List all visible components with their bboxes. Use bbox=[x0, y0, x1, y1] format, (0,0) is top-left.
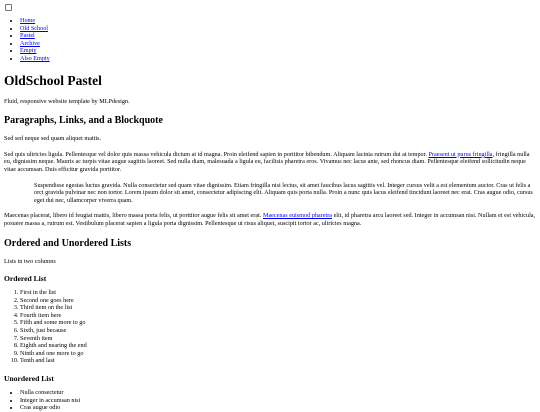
nav-item-home bbox=[20, 17, 536, 25]
site-title: OldSchool Pastel bbox=[4, 72, 102, 88]
after-paragraph-text-start: Maecenas placerat, libero id feugiat mattis, libero massa porta felis, ut porttitor augue felis sit amet erat. bbox=[4, 212, 263, 220]
nav-item-old-school bbox=[20, 25, 536, 33]
list-item: • Nulla consectetur bbox=[20, 389, 536, 397]
after-paragraph-text-end: elit, id pharetra arcu laoreet sed. Integer in accumsan nisi. Nullam et est vehicula, posuere massa a, rutrum est. Vestibulum placerat sapien a ligula porta dignissim. Pellentesque ut risus aliquet, suscipit tortor ac, ultricies magna. bbox=[4, 212, 536, 227]
nav-link-home[interactable]: Home bbox=[20, 17, 36, 24]
blockquote: Suspendisse egestas luctus gravida. Nulla consectetur sed quam vitae dignissim. Etiam fringilla nisi lectus, sit amet faucibus lacus sagittis vel. Integer cursus velit a est elementum auctor. Cras ut felis a orci gravida pulvinar nec non tortor. Lorem ipsum dolor sit amet, consectetur adipiscing elit. Aliquam quis porta nulla. Proin a nunc quis lacus eleifend tincidunt laoreet nec erat. Cras augue odio, cursus eget dui nec, ullamcorper viverra quam. bbox=[34, 181, 533, 204]
section-heading-lists: Ordered and Unordered Lists bbox=[4, 237, 132, 249]
nav-link-also-empty[interactable]: Also Empty bbox=[20, 54, 50, 62]
nav-item-pastel bbox=[20, 32, 536, 40]
site-tagline: Fluid, responsive website template by MLPdesign. bbox=[4, 97, 130, 105]
section-heading-paragraphs: Paragraphs, Links, and a Blockquote bbox=[4, 115, 163, 127]
list-item: 7. Seventh item bbox=[20, 335, 536, 343]
lists-intro: Lists in two columns bbox=[4, 257, 56, 265]
list-item: 9. Ninth and one more to go bbox=[20, 350, 536, 358]
inline-link-maecenas[interactable]: Maecenas euismod pharetra bbox=[262, 212, 333, 220]
list-item: • Cras augue odio bbox=[20, 404, 536, 412]
list-item: 4. Fourth item here bbox=[20, 312, 536, 320]
ordered-list bbox=[4, 289, 536, 365]
nav-item-also-empty bbox=[20, 55, 536, 63]
nav-link-pastel[interactable]: Pastel bbox=[20, 32, 35, 40]
long-paragraph bbox=[4, 151, 536, 174]
nav-item-archive bbox=[20, 40, 536, 48]
list-item: 6. Sixth, just because bbox=[20, 327, 536, 335]
list-item: 8. Eighth and nearing the end bbox=[20, 342, 536, 350]
nav-link-archive[interactable]: Archive bbox=[20, 39, 40, 47]
unordered-list-heading: Unordered List bbox=[4, 374, 54, 384]
list-item: 5. Fifth and some more to go bbox=[20, 319, 536, 327]
long-paragraph-text-start: Sed quis ultricies ligula. Pellentesque vel dolor quis massa vehicula dictum at id magna. Proin eleifend sapien in porttitor bibendum. Aliquam lacinia rutrum dui at tempor. bbox=[4, 150, 429, 158]
list-item: • Integer in accumsan nisi bbox=[20, 397, 536, 405]
inline-link-praesent[interactable]: Praesent ut purus fringilla bbox=[428, 150, 493, 158]
main-nav bbox=[4, 17, 536, 63]
list-item: 2. Second one goes here bbox=[20, 297, 536, 305]
list-item: 1. First in the list bbox=[20, 289, 536, 297]
long-paragraph-text-end: , fringilla nulla eu, dignissim neque. Mauris ac turpis vitae augue sagittis laoreet. Sed nulla diam, malesuada a ligula eu, facilisis pharetra eros. Vivamus nec lacus ante, sed rhoncus diam. Pellentesque eleifend sollicitudin neque vitae accumsan. Duis efficitur gravida porttitor. bbox=[4, 150, 530, 173]
short-paragraph: Sed sed neque sed quam aliquet mattis. bbox=[4, 135, 102, 143]
list-item: 3. Third item on the list bbox=[20, 304, 536, 312]
menu-toggle-checkbox[interactable] bbox=[5, 4, 12, 11]
after-blockquote-paragraph bbox=[4, 212, 536, 227]
nav-item-empty bbox=[20, 47, 536, 55]
unordered-list bbox=[4, 389, 536, 412]
nav-link-old-school[interactable]: Old School bbox=[20, 24, 49, 32]
list-item: 10. Tenth and last bbox=[20, 357, 536, 365]
ordered-list-heading: Ordered List bbox=[4, 274, 47, 284]
nav-link-empty[interactable]: Empty bbox=[20, 47, 37, 55]
